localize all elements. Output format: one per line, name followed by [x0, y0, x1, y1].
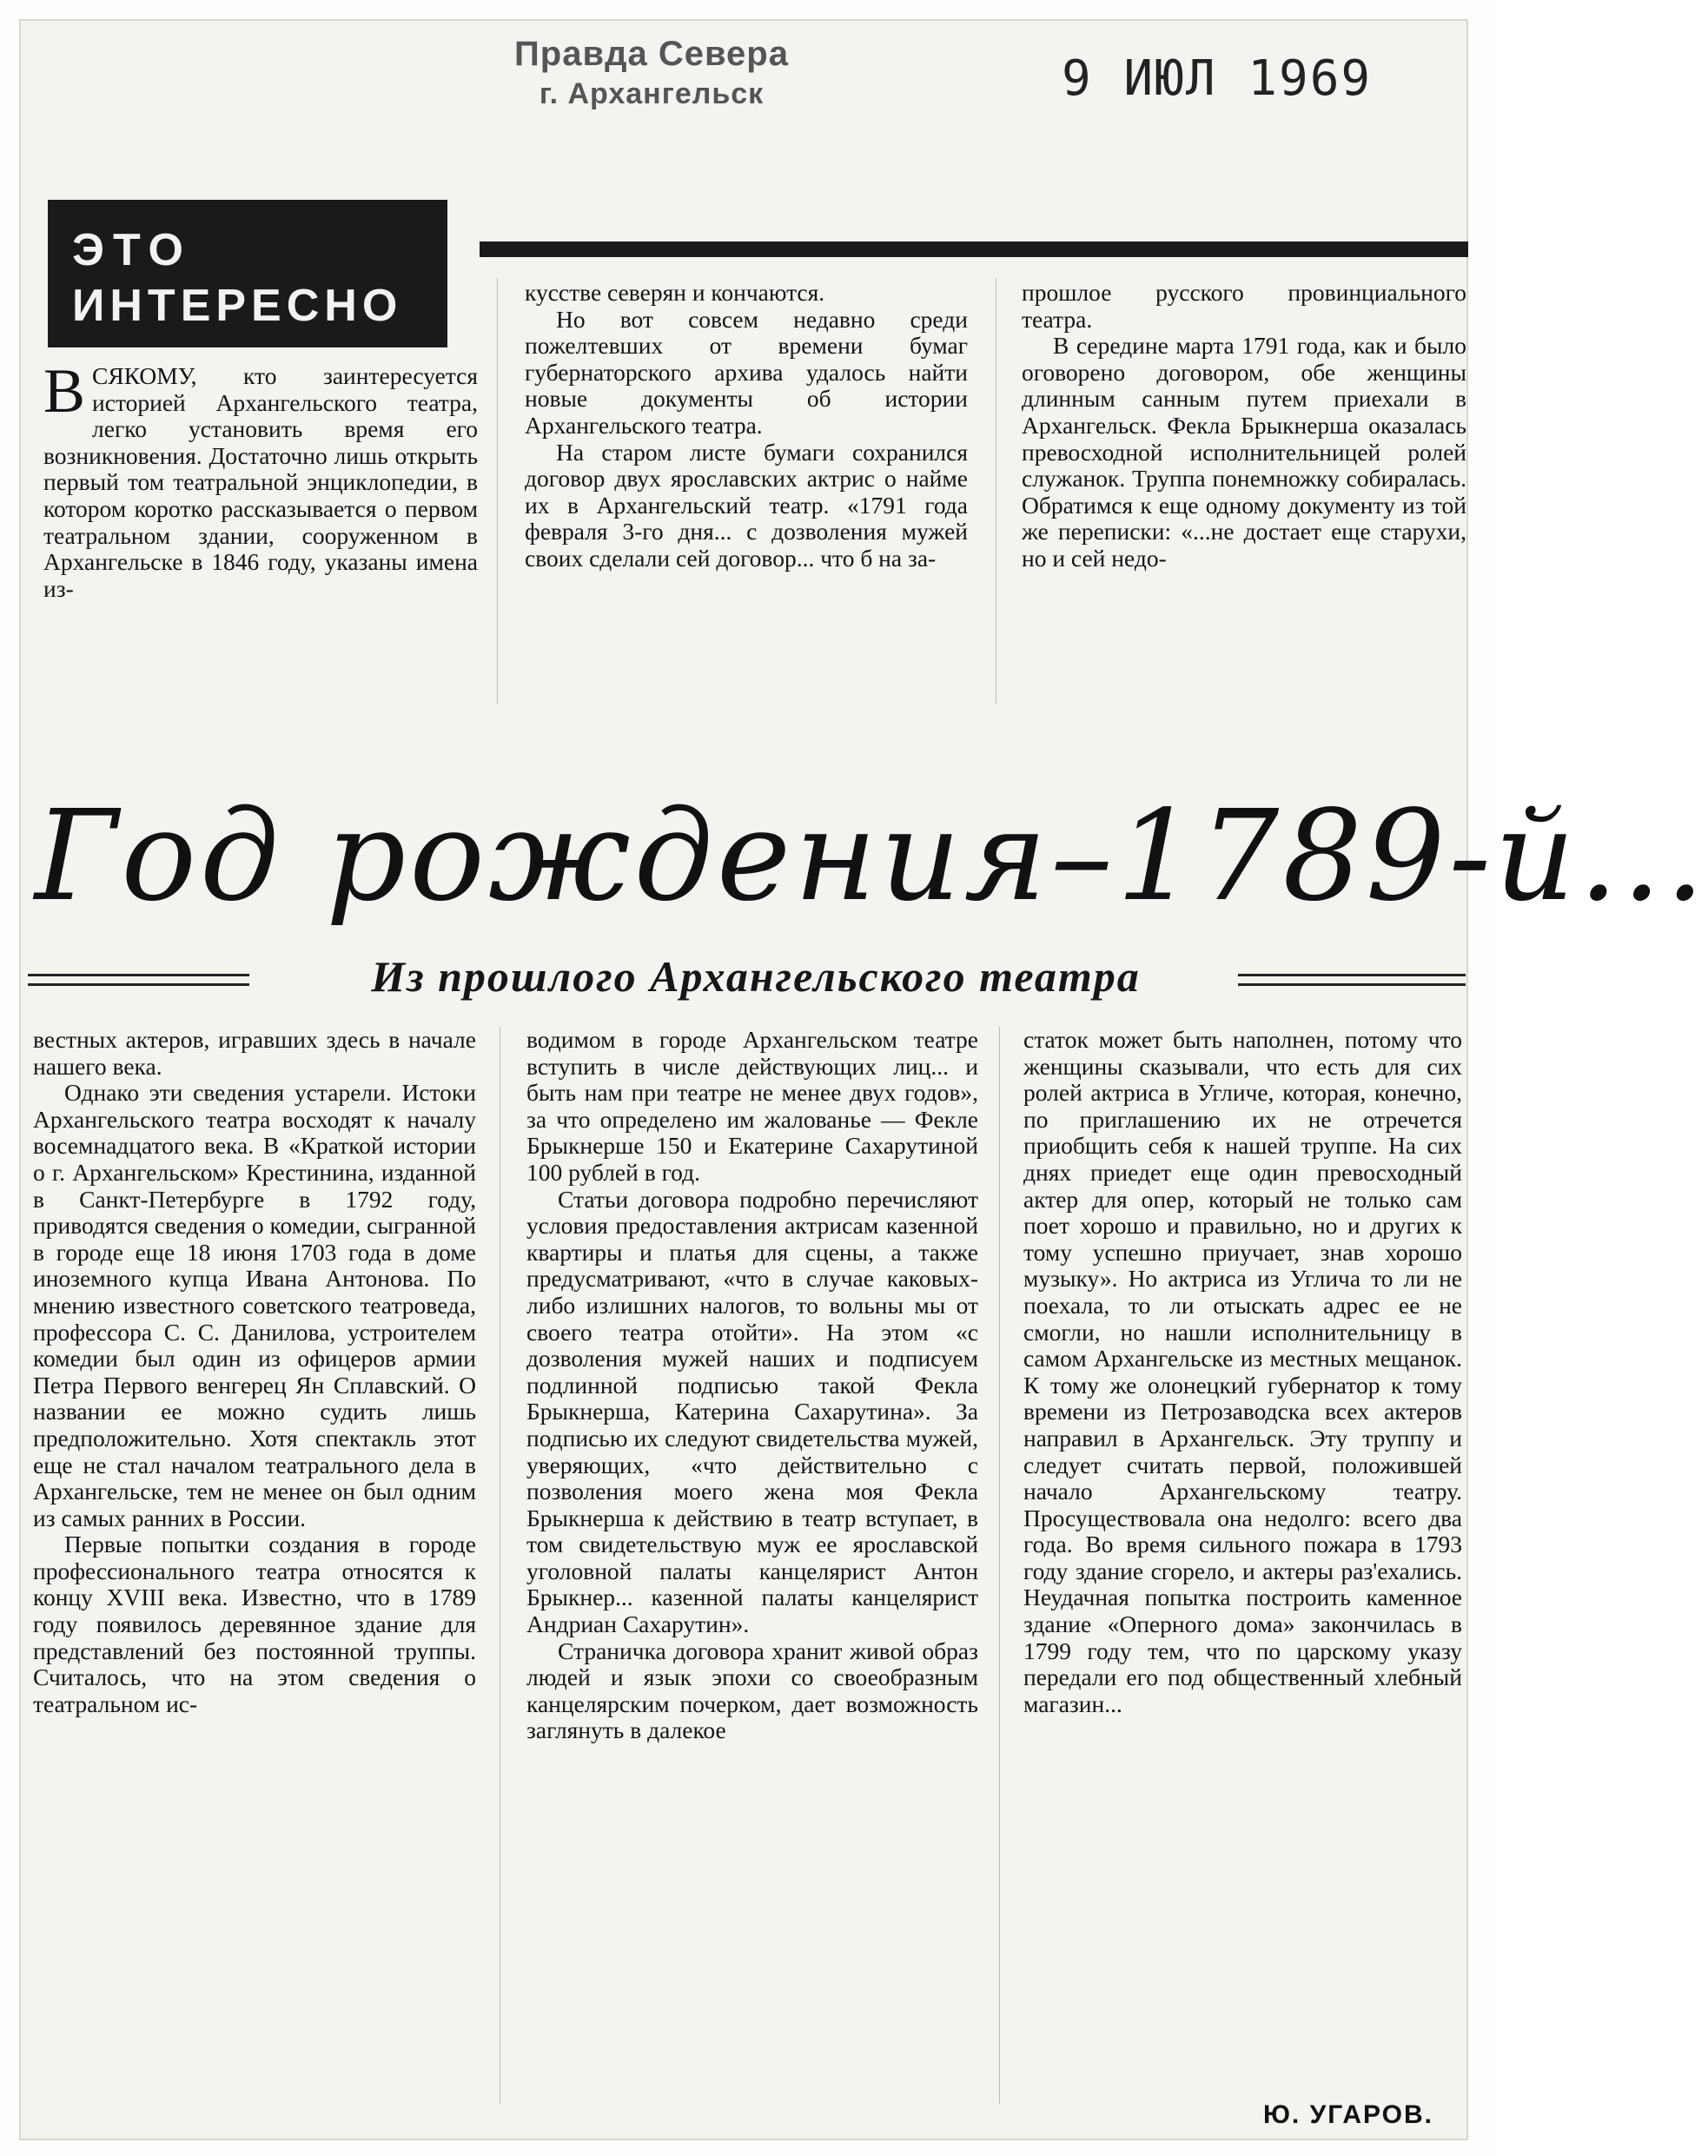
- top-column-2: [525, 280, 968, 572]
- bottom-col1-p1: вестных актеров, игравших здесь в начале нашего века.: [33, 1026, 476, 1080]
- top-column-1: [43, 356, 478, 602]
- bottom-col1-p2: Однако эти сведения устарели. Истоки Архангельского театра восходят к началу восемнадцатого века. В «Краткой истории о г. Архангельском» Крестинина, изданной в Санкт-Петербурге в 1792 году, приводятся сведения о комедии, сыгранной в городе еще 18 июня 1703 года в доме иноземного купца Ивана Антонова. По мнению известного советского театроведа, профессора С. С. Данилова, устроителем комедии был один из офицеров армии Петра Первого венгерец Ян Сплавский. О названии ее можно судить лишь предположительно. Хотя спектакль этот еще не стал началом театрального дела в Архангельске, тем не менее он был одним из самых ранних в России.: [33, 1079, 476, 1531]
- top-black-rule: [480, 241, 1468, 257]
- stamp-newspaper-name: Правда Севера: [514, 35, 789, 73]
- bottom-col3-p1: статок может быть наполнен, потому что женщины сказывали, что есть для сих ролей актриса в Угличе, которая, конечно, по приглашению их не отречется приобщить себя к нашей труппе. На сих днях приедет еще один превосходный актер для опер, который не только сам поет хорошо и правильно, но и других к тому успешно приучает, знав хорошо музыку». Но актриса из Углича то ли не поехала, то ли отыскать адрес ее не смогли, но нашли исполнительницу в самом Архангельске из местных мещанок. К тому же олонецкий губернатор к тому времени из Петрозаводска всех актеров направил в Архангельск. Эту труппу и следует считать первой, положившей начало Архангельскому театру. Просуществовала она недолго: всего два года. Во время сильного пожара в 1793 году здание сгорело, и актеры раз'ехались. Неудачная попытка построить каменное здание «Оперного дома» закончилась в 1799 году тем, что по царскому указу передали его под общественный хлебный магазин...: [1023, 1026, 1462, 1717]
- bottom-column-1: [33, 1027, 476, 1717]
- bottom-column-2: [526, 1027, 978, 1744]
- rubric-line1: ЭТО: [72, 225, 192, 275]
- bottom-col2-p3: Страничка договора хранит живой образ людей и язык эпохи со своеобразным канцелярским почерком, дает возможность заглянуть в далекое: [526, 1637, 978, 1744]
- date-stamp: 9 ИЮЛ 1969: [1062, 50, 1373, 107]
- author-signature: Ю. УГАРОВ.: [1262, 2100, 1433, 2129]
- top-col3-p1: прошлое русского провинциального театра.: [1022, 279, 1466, 333]
- column-divider: [497, 278, 498, 704]
- bottom-col1-p3: Первые попытки создания в городе профессионального театра относятся к концу XVIII века. Известно, что в 1789 году появилось деревянное здание для представлений без постоянной труппы. Считалось, что на этом сведения о театральном ис-: [33, 1531, 476, 1717]
- stamp-city: г. Архангельск: [539, 77, 765, 110]
- bottom-col2-p1: водимом в городе Архангельском театре вступить в числе действующих лиц... и быть нам при театре не менее двух годов», за что определено им жалованье — Фекле Брыкнерше 150 и Екатерине Сахарутиной 100 рублей в год.: [526, 1026, 978, 1186]
- rubric-block: [48, 200, 447, 347]
- top-col3-p2: В середине марта 1791 года, как и было оговорено договором, обе женщины длинным санным путем приехали в Архангельск. Фекла Брыкнерша оказалась превосходной исполнительницей ролей служанок. Труппа понемножку собиралась. Обратимся к еще одному документу из той же переписки: «...не достает еще старухи, но и сей недо-: [1022, 332, 1466, 572]
- rubric-line2: ИНТЕРЕСНО: [72, 281, 403, 331]
- subhead-rule-right: [1238, 974, 1466, 986]
- top-column-3: [1022, 280, 1466, 572]
- column-divider: [999, 1027, 1000, 2104]
- top-col1-text: СЯКОМУ, кто заинтересуется историей Архангельского театра, легко установить время его возникновения. Достаточно лишь открыть первый том театральной энциклопедии, в котором коротко рассказывается о первом театральном здании, сооруженном в Архангельске в 1846 году, указаны имена из-: [43, 362, 478, 602]
- top-col2-p2: Но вот совсем недавно среди пожелтевших от времени бумаг губернаторского архива удалось найти новые документы об истории Архангельского театра.: [525, 305, 968, 439]
- bottom-col2-p2: Статьи договора подробно перечисляют условия предоставления актрисам казенной квартиры и платья для сцены, а также предусматривают, «что в случае каковых-либо излишних налогов, то вольны мы от своего театра отойти». На этом «с дозволения мужей наших и подписуем подлинной подписью такой Фекла Брыкнерша, Катерина Сахарутина». За подписью их следуют свидетельства мужей, уверяющих, «что действительно с позволения моего жена моя Фекла Брыкнерша к действию в театр вступает, в том свидетельствую муж ее ярославской уголовной палаты канцелярист Антон Брыкнер... казенной палаты канцелярист Андриан Сахарутин».: [526, 1185, 978, 1638]
- subheadline: Из прошлого Архангельского театра: [371, 952, 1141, 1001]
- headline: Год рождения–1789-й...: [35, 783, 1708, 929]
- top-col2-p3: На старом листе бумаги сохранился договор двух ярославских актрис о найме их в Архангельский театр. «1791 года февраля 3-го дня... с дозволения мужей своих сделали сей договор... что б на за-: [525, 438, 968, 572]
- subhead-rule-left: [28, 974, 249, 986]
- top-col2-p1: кусстве северян и кончаются.: [525, 279, 825, 306]
- drop-cap: В: [43, 356, 86, 426]
- top-col1-paragraph: [43, 356, 478, 602]
- bottom-column-3: [1023, 1027, 1462, 1717]
- newspaper-stamp: [469, 33, 834, 113]
